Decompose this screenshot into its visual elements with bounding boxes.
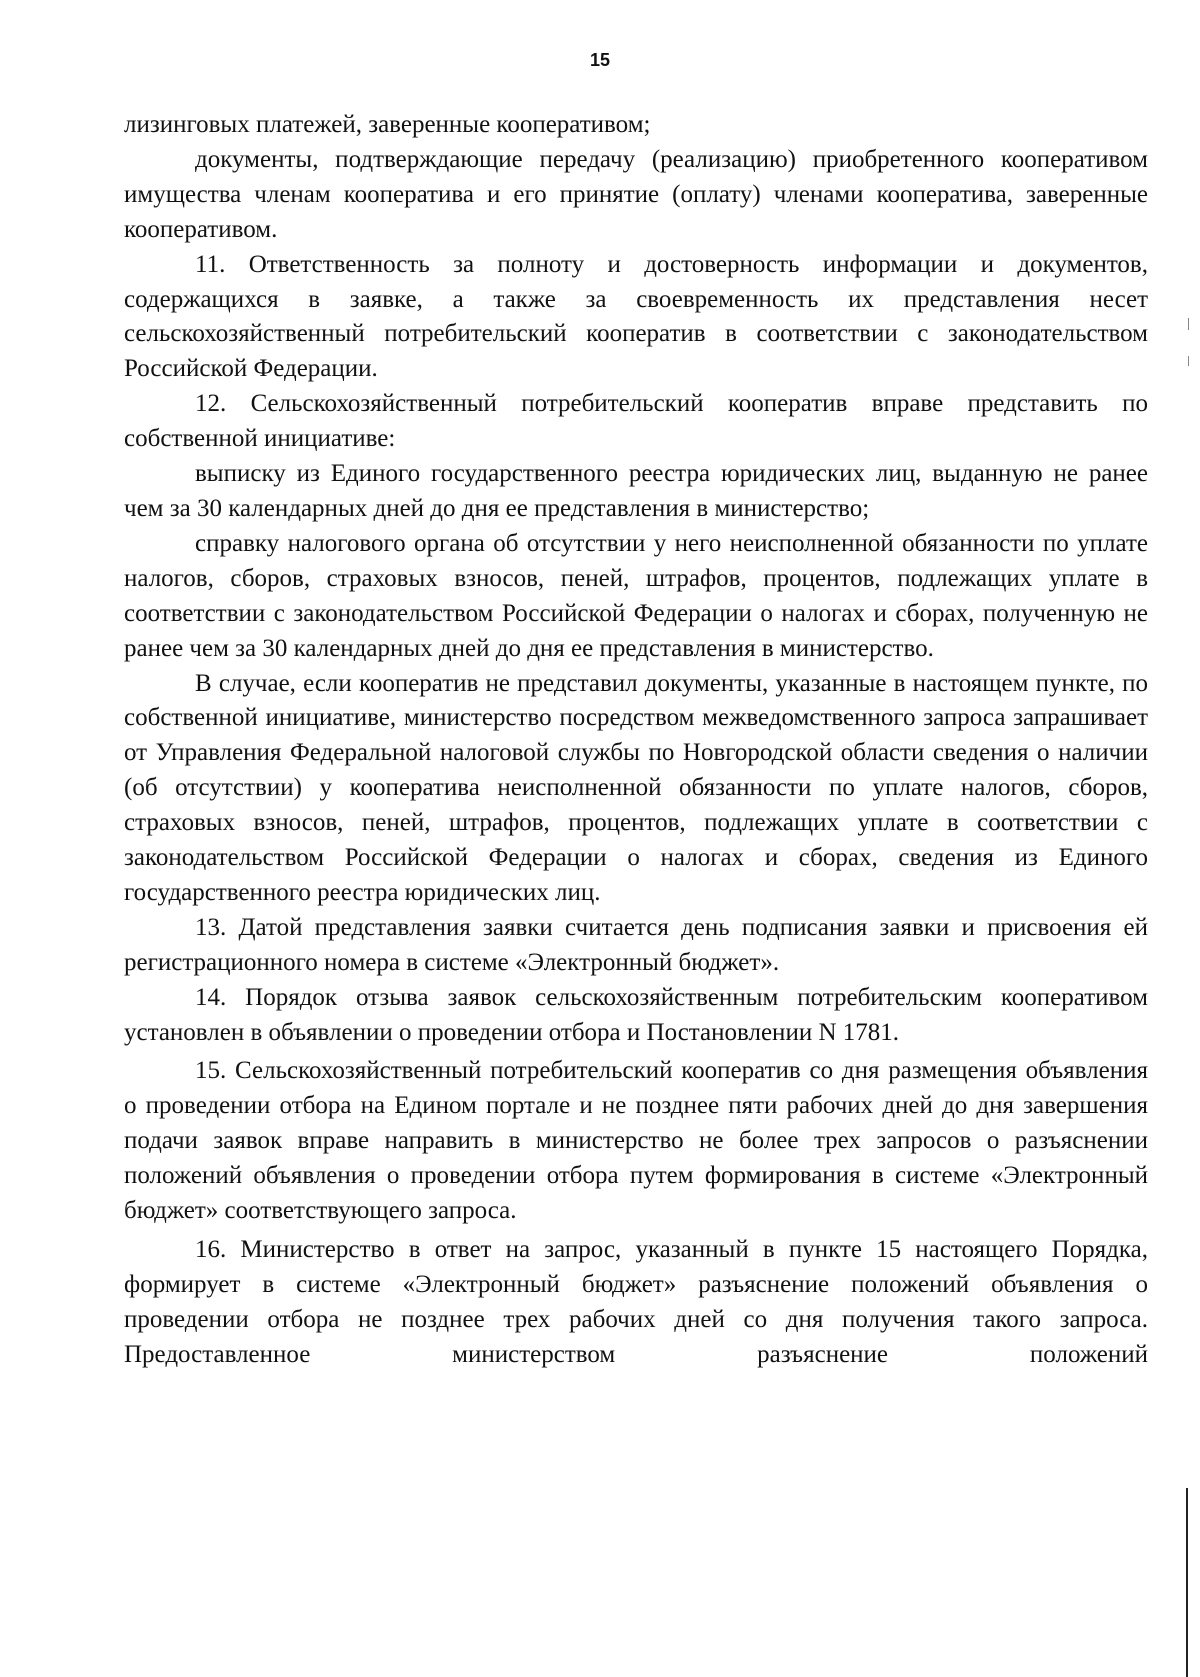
- paragraph-tax-certificate: справку налогового органа об отсутствии у него неисполненной обязанности по уплате налогов, сборов, страховых взносов, пеней, штрафов, процентов, подлежащих уплате в соответствии с законодательством Российской Федерации о налогах и сборах, полученную не ранее чем за 30 календарных дней до дня ее представления в министерство.: [124, 529, 1148, 662]
- page-number: 15: [589, 50, 611, 70]
- document-body: [124, 108, 1148, 1373]
- paragraph-clause-14: 14. Порядок отзыва заявок сельскохозяйственным потребительским кооперативом установлен в объявлении о проведении отбора и Постановлении N 1781.: [124, 983, 1148, 1046]
- paragraph-egrul-extract: выписку из Единого государственного реестра юридических лиц, выданную не ранее чем за 30 календарных дней до дня ее представления в министерство;: [124, 460, 1148, 522]
- scan-edge-line: [1186, 1488, 1188, 1677]
- paragraph-clause-12: 12. Сельскохозяйственный потребительский кооператив вправе представить по собственной инициативе:: [124, 390, 1148, 453]
- scan-edge-tick: [1188, 318, 1189, 330]
- paragraph-documents-transfer: документы, подтверждающие передачу (реализацию) приобретенного кооперативом имущества членам кооператива и его принятие (оплату) членами кооператива, заверенные кооперативом.: [124, 145, 1148, 243]
- scan-edge-tick: [1188, 356, 1189, 366]
- paragraph-leasing-payments: лизинговых платежей, заверенные кооперативом;: [124, 111, 651, 138]
- paragraph-clause-13: 13. Датой представления заявки считается день подписания заявки и присвоения ей регистрационного номера в системе «Электронный бюджет».: [124, 913, 1148, 976]
- paragraph-clause-11: 11. Ответственность за полноту и достоверность информации и документов, содержащихся в заявке, а также за своевременность их представления несет сельскохозяйственный потребительский кооператив в соответствии с законодательством Российской Федерации.: [124, 250, 1148, 383]
- paragraph-interagency-request: В случае, если кооператив не представил документы, указанные в настоящем пункте, по собственной инициативе, министерство посредством межведомственного запроса запрашивает от Управления Федеральной налоговой службы по Новгородской области сведения о наличии (об отсутствии) у кооператива неисполненной обязанности по уплате налогов, сборов, страховых взносов, пеней, штрафов, процентов, подлежащих уплате в соответствии с законодательством Российской Федерации о налогах и сборах, сведения из Единого государственного реестра юридических лиц.: [124, 669, 1148, 906]
- paragraph-clause-15: 15. Сельскохозяйственный потребительский кооператив со дня размещения объявления о проведении отбора на Едином портале и не позднее пяти рабочих дней до дня завершения подачи заявок вправе направить в министерство не более трех запросов о разъяснении положений объявления о проведении отбора путем формирования в системе «Электронный бюджет» соответствующего запроса.: [124, 1057, 1148, 1225]
- paragraph-clause-16: 16. Министерство в ответ на запрос, указанный в пункте 15 настоящего Порядка, формирует в системе «Электронный бюджет» разъяснение положений объявления о проведении отбора не позднее трех рабочих дней со дня получения такого запроса. Предоставленное министерством разъяснение положений: [124, 1236, 1148, 1368]
